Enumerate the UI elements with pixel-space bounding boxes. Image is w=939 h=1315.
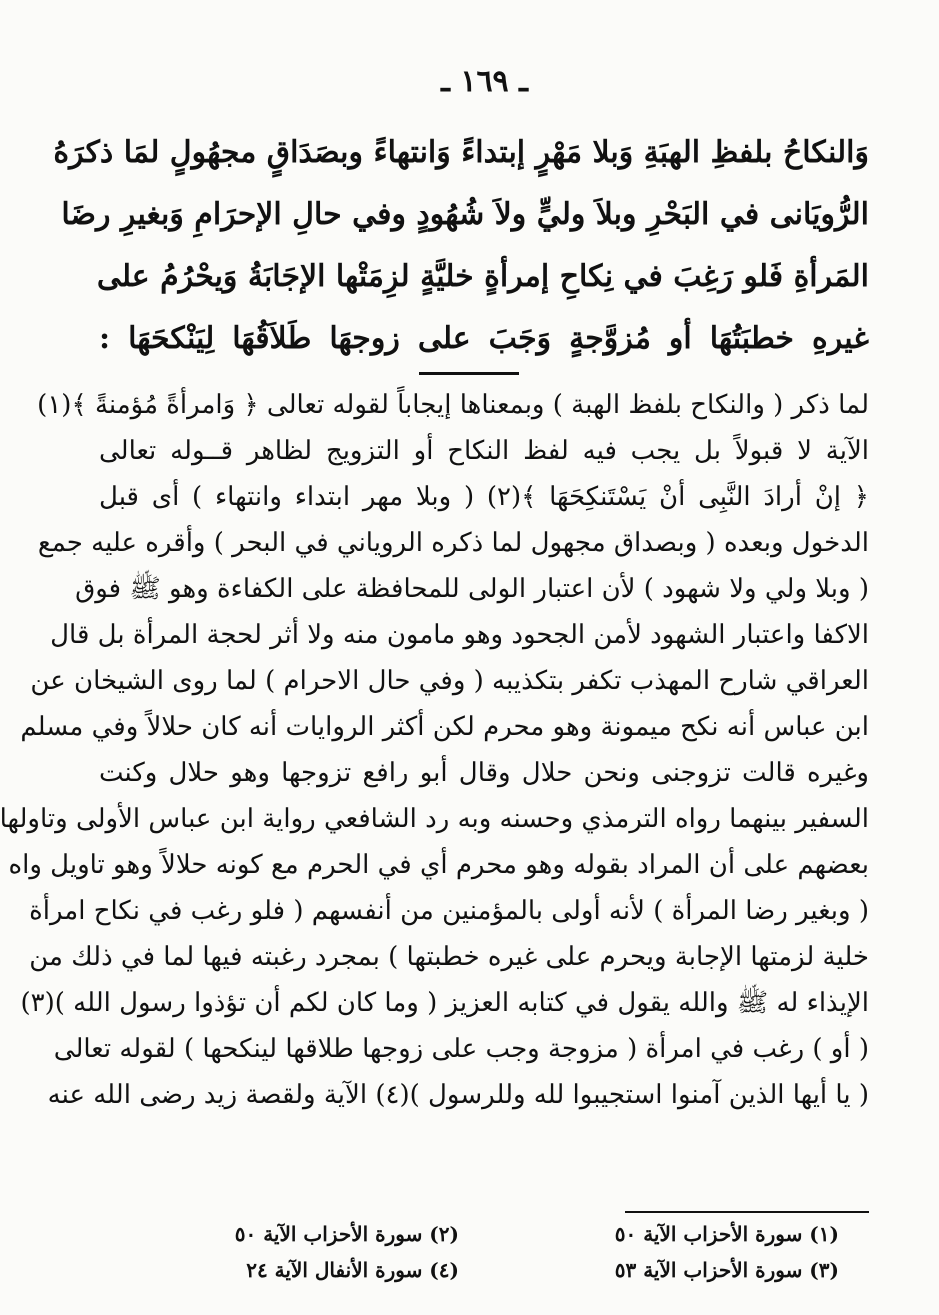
commentary-text — [0, 382, 869, 1118]
commentary-line: العراقي شارح المهذب تكفر بتكذيبه ( وفي حال الاحرام ) لما روى الشيخان عن — [30, 666, 869, 696]
commentary-line: الاكفا واعتبار الشهود لأمن الجحود وهو مامون منه ولا أثر لحجة المرأة بل قال — [50, 620, 869, 650]
commentary-line: الإيذاء له ﷺ والله يقول في كتابه العزيز ( وما كان لكم أن تؤذوا رسول الله )(٣) — [20, 988, 869, 1018]
commentary-line: خلية لزمتها الإجابة ويحرم على غيره خطبتها ) بمجرد رغبته فيها لما في ذلك من — [29, 942, 869, 972]
main-text-line: غيرهِ خطبَتُهَا أو مُزوَّجةٍ وَجَبَ على زوجهَا طَلاَقُهَا لِيَنْكحَهَا : — [99, 321, 869, 356]
main-text-line: وَالنكاحُ بلفظِ الهبَةِ وَبلا مَهْرٍ إبتداءً وَانتهاءً وبصَدَاقٍ مجهُولٍ لمَا ذكرَهُ — [53, 135, 869, 170]
commentary-line: لما ذكر ( والنكاح بلفظ الهبة ) وبمعناها إيجاباً لقوله تعالى ﴿ وَامرأةً مُؤمنةً ﴾(١) — [37, 390, 869, 420]
commentary-line: الآية لا قبولاً بل يجب فيه لفظ النكاح أو التزويج لظاهر قــوله تعالى — [99, 436, 869, 466]
footnote: (٢) سورة الأحزاب الآية ٥٠ — [234, 1222, 459, 1246]
main-text-line: المَرأةِ فَلو رَغِبَ في نِكاحِ إمرأةٍ خليَّةٍ لزِمَتْها الإجَابَةُ وَيحْرُمُ على — [96, 259, 869, 294]
section-divider — [419, 372, 519, 375]
commentary-line: السفير بينهما رواه الترمذي وحسنه وبه رد الشافعي رواية ابن عباس الأولى وتاولها — [0, 804, 869, 834]
commentary-line: ( يا أيها الذين آمنوا استجيبوا لله وللرسول )(٤) الآية ولقصة زيد رضى الله عنه — [47, 1080, 869, 1110]
main-text — [53, 122, 869, 370]
main-text-line: الرُّويَانى في البَحْرِ وبلاَ وليٍّ ولاَ شُهُودٍ وفي حالِ الإحرَامِ وَبغيرِ رضَا — [61, 197, 869, 232]
footnote: (٣) سورة الأحزاب الآية ٥٣ — [614, 1258, 839, 1282]
commentary-line: ( أو ) رغب في امرأة ( مزوجة وجب على زوجها طلاقها لينكحها ) لقوله تعالى — [53, 1034, 869, 1064]
footnotes — [139, 1216, 839, 1288]
commentary-line: بعضهم على أن المراد بقوله وهو محرم أي في الحرم مع كونه حلالاً وهو تاويل واه — [8, 850, 869, 880]
commentary-line: ابن عباس أنه نكح ميمونة وهو محرم لكن أكثر الروايات أنه كان حلالاً وفي مسلم — [20, 712, 869, 742]
footnote: (١) سورة الأحزاب الآية ٥٠ — [614, 1222, 839, 1246]
commentary-line: ﴿ إنْ أرادَ النَّبِى أنْ يَسْتَنكِحَهَا ﴾(٢) ( وبلا مهر ابتداء وانتهاء ) أى قبل — [99, 482, 869, 512]
commentary-line: الدخول وبعده ( وبصداق مجهول لما ذكره الروياني في البحر ) وأقره عليه جمع — [37, 528, 869, 558]
commentary-line: ( وبلا ولي ولا شهود ) لأن اعتبار الولى للمحافظة على الكفاءة وهو ﷺ فوق — [75, 574, 869, 604]
footnote: (٤) سورة الأنفال الآية ٢٤ — [246, 1258, 459, 1282]
footnote-separator — [625, 1211, 869, 1213]
page-number: ـ ١٦٩ ـ — [441, 64, 528, 99]
commentary-line: ( وبغير رضا المرأة ) لأنه أولى بالمؤمنين من أنفسهم ( فلو رغب في نكاح امرأة — [29, 896, 869, 926]
commentary-line: وغيره قالت تزوجنى ونحن حلال وقال أبو رافع تزوجها وهو حلال وكنت — [99, 758, 869, 788]
